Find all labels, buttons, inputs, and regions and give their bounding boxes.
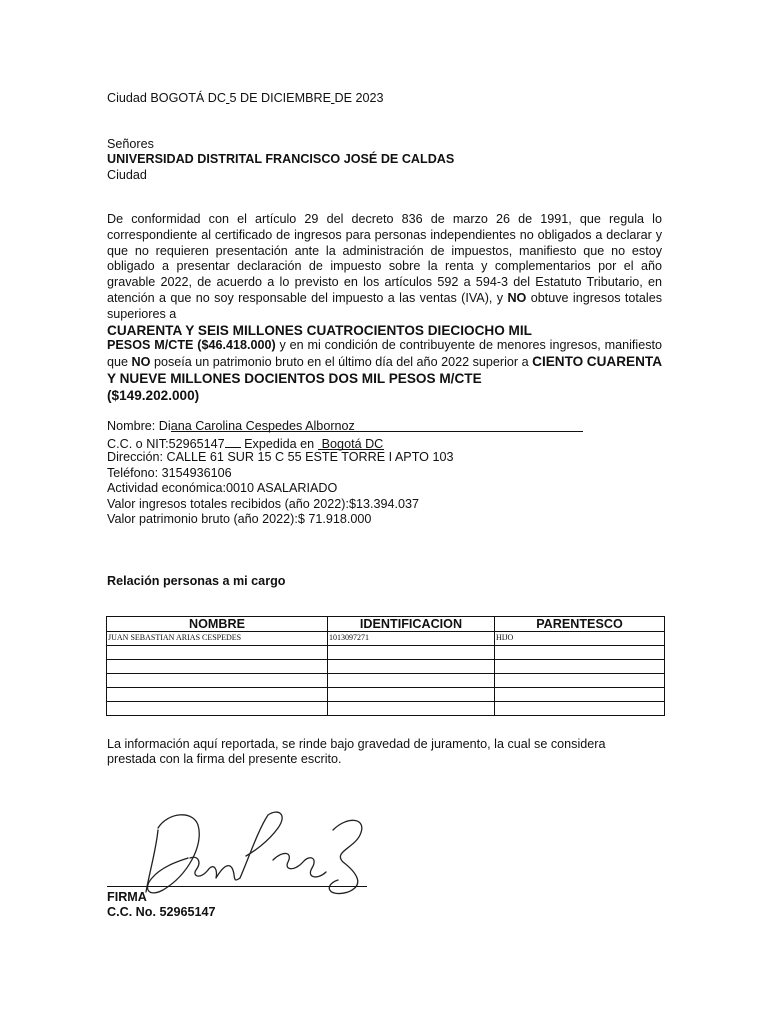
date-day: 5: [229, 91, 237, 105]
assets-total-line: Valor patrimonio bruto (año 2022):$ 71.918.000: [107, 512, 372, 526]
assets-limit-words-a: CIENTO: [532, 354, 584, 370]
cell-name: [107, 688, 328, 702]
cell-name: [107, 674, 328, 688]
paragraph-text-1: De conformidad con el artículo 29 del decreto 836 de marzo 26 de 1991, que regula lo correspondiente al certificado de ingresos para personas independientes no obligados a declarar y que no requieren presentación ante la administración de impuestos, manifiesto que no estoy obligado a presentar declaración de impuesto sobre la renta y complementarios por el año gravable 2022, de acuerdo a lo previsto en los artículos 592 a 594-3 del Estatuto Tributario, en atención a que no soy responsable del impuesto a las ventas (IVA), y: [107, 212, 662, 305]
cell-name: [107, 660, 328, 674]
cell-relation: HIJO: [495, 632, 665, 646]
cell-relation: [495, 674, 665, 688]
id-label: C.C. o NIT:52965147: [107, 437, 225, 451]
declaration-paragraph: [107, 212, 662, 404]
salutation: Señores: [107, 137, 154, 151]
cell-id: [328, 660, 495, 674]
phone-line: Teléfono: 3154936106: [107, 466, 232, 480]
table-row: [107, 660, 665, 674]
table-row: [107, 646, 665, 660]
cell-name: [107, 702, 328, 716]
city-date-prefix: Ciudad BOGOTÁ DC: [107, 91, 226, 105]
cell-relation: [495, 702, 665, 716]
assets-limit-words-b: CUARENTA Y NUEVE MILLONES DOCIENTOS DOS MIL PESOS M/CTE: [107, 354, 663, 386]
id-line: [107, 435, 384, 451]
cell-relation: [495, 688, 665, 702]
name-value-text: ana Carolina Cespedes Albornoz: [170, 419, 355, 433]
recipient-city: Ciudad: [107, 168, 147, 182]
no-emphasis-1: NO: [507, 290, 527, 305]
date-line: [107, 91, 383, 105]
column-header-nombre: NOMBRE: [107, 617, 328, 632]
assets-limit-amount: ($149.202.000): [107, 387, 200, 403]
table-row: [107, 674, 665, 688]
income-total-line: Valor ingresos totales recibidos (año 2022):$13.394.037: [107, 497, 420, 511]
signature-label: FIRMA: [107, 890, 147, 904]
table-row: [107, 702, 665, 716]
name-value: [171, 419, 583, 432]
cell-id: 1013097271: [328, 632, 495, 646]
date-year: DE 2023: [334, 91, 384, 105]
column-header-identificacion: IDENTIFICACION: [328, 617, 495, 632]
address-line: Dirección: CALLE 61 SUR 15 C 55 ESTE TORRE I APTO 103: [107, 450, 454, 464]
table-header-row: [107, 617, 665, 632]
dependents-title: Relación personas a mi cargo: [107, 574, 286, 588]
date-month: DE DICIEMBRE: [240, 91, 331, 105]
table-row: [107, 688, 665, 702]
column-header-parentesco: PARENTESCO: [495, 617, 665, 632]
signature-cc: C.C. No. 52965147: [107, 905, 216, 919]
id-underline: [225, 435, 241, 448]
issued-value-text: Bogotá DC: [321, 437, 384, 451]
handwritten-signature: [128, 800, 378, 900]
closing-line-2: prestada con la firma del presente escrito.: [107, 752, 342, 766]
name-line: [107, 419, 583, 433]
cell-relation: [495, 660, 665, 674]
income-limit-words: CUARENTA Y SEIS MILLONES CUATROCIENTOS DIECIOCHO MIL: [107, 322, 532, 338]
closing-line-1: La información aquí reportada, se rinde bajo gravedad de juramento, la cual se considera: [107, 737, 606, 751]
activity-line: Actividad económica:0010 ASALARIADO: [107, 481, 338, 495]
name-label: Nombre: Di: [107, 419, 171, 433]
institution-name: UNIVERSIDAD DISTRITAL FRANCISCO JOSÉ DE CALDAS: [107, 152, 455, 166]
cell-id: [328, 674, 495, 688]
cell-id: [328, 646, 495, 660]
paragraph-text-2: y en mi condición de contribuyente de menores ingresos, manifiesto que: [107, 338, 663, 370]
issued-label: Expedida en: [244, 437, 315, 451]
table-row: [107, 632, 665, 646]
income-limit-amount: PESOS M/CTE ($46.418.000): [107, 338, 276, 353]
paragraph-text-1-tail: obtuve ingresos totales superiores a: [107, 290, 663, 321]
cell-name: JUAN SEBASTIAN ARIAS CESPEDES: [107, 632, 328, 646]
no-emphasis-2: NO: [131, 355, 151, 370]
cell-relation: [495, 646, 665, 660]
dependents-table: [106, 616, 665, 716]
cell-name: [107, 646, 328, 660]
cell-id: [328, 688, 495, 702]
cell-id: [328, 702, 495, 716]
issued-value: [318, 437, 384, 450]
paragraph-text-2-tail: poseía un patrimonio bruto en el último día del año 2022 superior a: [153, 355, 529, 370]
signature-line: [107, 886, 367, 887]
